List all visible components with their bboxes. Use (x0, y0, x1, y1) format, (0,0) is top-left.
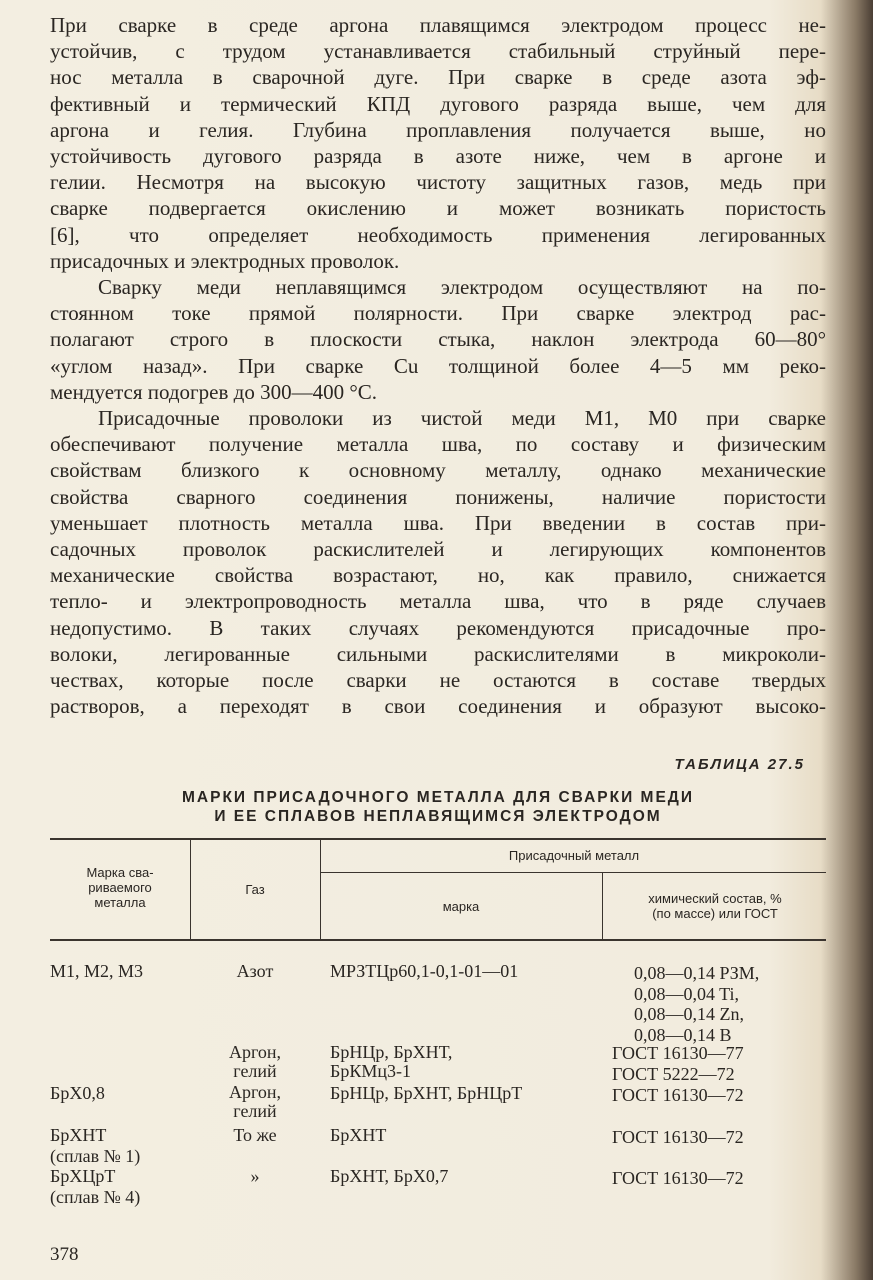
cell-line: » (250, 1166, 260, 1186)
cell-line: БрНЦр, БрХНТ, БрНЦрТ (330, 1083, 523, 1103)
text-line: обеспечивают получение металла шва, по составу и физическим (50, 432, 826, 457)
table-title: МАРКИ ПРИСАДОЧНОГО МЕТАЛЛА ДЛЯ СВАРКИ МЕДИ (182, 789, 694, 806)
text-line (50, 405, 826, 431)
text-line: фективный и термический КПД дугового разряда выше, чем для (50, 91, 826, 116)
header-line: химический состав, % (648, 891, 782, 906)
cell-composition (612, 1168, 744, 1189)
text-line: механические свойства возрастают, но, как правило, снижается (50, 563, 826, 588)
cell-line: гелий (233, 1101, 277, 1121)
text-line: мендуется подогрев до 300—400 °С. (50, 379, 377, 404)
table-top-rule (50, 838, 826, 840)
cell-line: То же (233, 1125, 277, 1145)
cell-line: 0,08—0,14 РЗМ, (634, 963, 760, 983)
text-line: стоянном токе прямой полярности. При сварке электрод рас- (50, 301, 826, 326)
cell-line: ГОСТ 16130—77 (612, 1043, 744, 1063)
cell-line: М1, М2, М3 (50, 961, 144, 981)
text-line (50, 274, 826, 300)
text-line: полагают строго в плоскости стыка, наклон электрода 60—80° (50, 327, 826, 352)
cell-line: ГОСТ 16130—72 (612, 1127, 744, 1147)
header-composition (604, 891, 826, 921)
cell-line: БрХНТ, БрХ0,7 (330, 1166, 449, 1186)
text-line: [6], что определяет необходимость применения легированных (50, 222, 826, 247)
cell-line: 0,08—0,14 Zn, (634, 1004, 744, 1024)
cell-line: БрХЦрТ (50, 1166, 116, 1186)
cell-line: 0,08—0,14 B (634, 1024, 732, 1045)
cell-line: 0,08—0,04 Ti, (634, 983, 740, 1004)
cell-grade (330, 1083, 522, 1104)
text-line-content: Сварку меди неплавящимся электродом осуществляют на по- (98, 275, 826, 300)
cell-composition (612, 1127, 744, 1148)
cell-composition (634, 963, 759, 1045)
cell-metal (50, 1083, 105, 1104)
text-line: устойчив, с трудом устанавливается стабильный струйный пере- (50, 39, 826, 64)
cell-grade (330, 1043, 452, 1081)
cell-metal (50, 961, 143, 982)
paragraph-1 (50, 12, 826, 274)
text-line: уменьшает плотность металла шва. При введении в состав при- (50, 510, 826, 535)
cell-gas (192, 1083, 318, 1121)
paragraph-2 (50, 274, 826, 405)
cell-line: Азот (236, 961, 274, 981)
text-line: волоки, легированные сильными раскислителями в микроколи- (50, 641, 826, 666)
column-divider (602, 873, 603, 939)
header-metal (52, 865, 188, 910)
cell-gas (192, 1125, 318, 1146)
cell-gas (192, 961, 318, 982)
text-line: чествах, которые после сварки не остаются в составе твердых (50, 668, 826, 693)
text-line: устойчивость дугового разряда в азоте ниже, чем в аргоне и (50, 144, 826, 169)
text-line: присадочных и электродных проволок. (50, 248, 400, 273)
table-header-rule (50, 939, 826, 941)
text-line: нос металла в сварочной дуге. При сварке в среде азота эф- (50, 65, 826, 90)
text-line: гелии. Несмотря на высокую чистоту защитных газов, медь при (50, 170, 826, 195)
cell-line: ГОСТ 16130—72 (612, 1168, 744, 1188)
text-line: тепло- и электропроводность металла шва, что в ряде случаев (50, 589, 826, 614)
cell-line: ГОСТ 16130—72 (612, 1085, 744, 1105)
cell-line: (сплав № 1) (50, 1145, 141, 1166)
cell-line: БрХНТ (330, 1125, 387, 1145)
cell-line: БрХ0,8 (50, 1083, 105, 1103)
header-line: Марка сва- (86, 865, 154, 880)
text-line: сварке подвергается окислению и может возникать пористость (50, 196, 826, 221)
page-number: 378 (50, 1244, 79, 1265)
header-gas: Газ (245, 882, 265, 897)
text-line: растворов, а переходят в свои соединения и образуют высоко- (50, 694, 826, 719)
cell-grade (330, 1125, 386, 1146)
cell-composition (612, 1085, 744, 1106)
column-divider (190, 840, 191, 939)
cell-grade (330, 961, 518, 982)
text-line: «углом назад». При сварке Cu толщиной более 4—5 мм реко- (50, 353, 826, 378)
cell-grade (330, 1166, 448, 1187)
cell-metal (50, 1166, 140, 1207)
table-group-rule (320, 872, 826, 873)
header-line: (по массе) или ГОСТ (652, 906, 778, 921)
cell-line: Аргон, (228, 1082, 282, 1102)
cell-line: БрКМц3-1 (330, 1061, 411, 1081)
body-text (50, 12, 826, 719)
cell-line: БрХНТ (50, 1125, 107, 1145)
table-label: ТАБЛИЦА 27.5 (674, 756, 805, 773)
text-line: свойствам близкого к основному металлу, однако механические (50, 458, 826, 483)
text-line: недопустимо. В таких случаях рекомендуются присадочные про- (50, 615, 826, 640)
paragraph-3 (50, 405, 826, 719)
header-line: риваемого (88, 880, 152, 895)
text-line-content: Присадочные проволоки из чистой меди М1, М0 при сварке (98, 406, 826, 431)
cell-line: БрНЦр, БрХНТ, (330, 1042, 453, 1062)
text-line: аргона и гелия. Глубина проплавления получается выше, но (50, 117, 826, 142)
text-line: При сварке в среде аргона плавящимся электродом процесс не- (50, 13, 826, 37)
header-line: металла (94, 895, 146, 910)
cell-gas (192, 1043, 318, 1081)
cell-metal (50, 1125, 140, 1166)
text-line: садочных проволок раскислителей и легирующих компонентов (50, 537, 826, 562)
text-line: свойства сварного соединения понижены, наличие пористости (50, 484, 826, 509)
cell-line: гелий (233, 1061, 277, 1081)
column-divider (320, 840, 321, 939)
table-title: И ЕЕ СПЛАВОВ НЕПЛАВЯЩИМСЯ ЭЛЕКТРОДОМ (214, 808, 662, 825)
cell-line: ГОСТ 5222—72 (612, 1064, 735, 1084)
cell-line: Аргон, (228, 1042, 282, 1062)
cell-composition (612, 1043, 744, 1085)
cell-gas (192, 1166, 318, 1187)
cell-line: (сплав № 4) (50, 1186, 141, 1207)
header-grade: марка (442, 899, 480, 914)
cell-line: МРЗТЦр60,1-0,1-01—01 (330, 961, 519, 981)
header-filler-metal: Присадочный металл (508, 848, 640, 863)
